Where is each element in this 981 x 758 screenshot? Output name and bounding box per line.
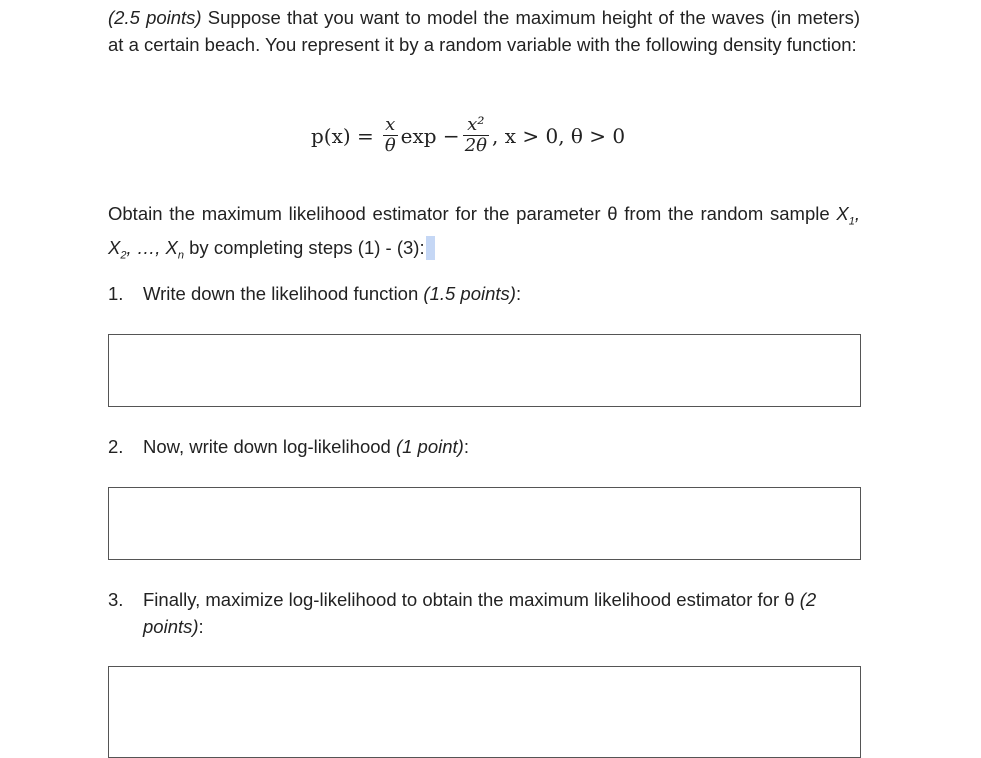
formula-fraction-x2-over-2theta (463, 115, 489, 156)
question-1-suffix: : (515, 283, 522, 304)
frac1-numerator: x (385, 114, 396, 135)
sample-x1-subscript: 1 (848, 215, 855, 228)
question-1 (108, 281, 860, 308)
answer-box-3[interactable] (108, 666, 861, 758)
obtain-paragraph (108, 201, 860, 269)
sample-x2-subscript: 2 (120, 249, 127, 262)
obtain-text-1: Obtain the maximum likelihood estimator for the parameter θ from the random sample (108, 203, 837, 224)
sample-sep1: , (854, 203, 860, 224)
formula-lhs: p(x) = (311, 123, 374, 148)
formula-fraction-x-over-theta (383, 115, 398, 156)
sample-x1: X (836, 203, 849, 224)
sample-xn-subscript: n (177, 249, 184, 262)
frac2-denominator: 2θ (464, 135, 487, 156)
obtain-text-2: by completing steps (1) - (3): (184, 237, 425, 259)
answer-box-1[interactable] (108, 334, 861, 407)
intro-text: Suppose that you want to model the maximum height of the waves (in meters) at a certain beach. You represent it by a random variable with the following density function: (108, 7, 861, 55)
intro-paragraph (108, 5, 860, 58)
question-1-points: (1.5 points) (423, 283, 516, 304)
frac1-denominator: θ (384, 135, 396, 156)
answer-box-2[interactable] (108, 487, 861, 560)
density-formula (311, 115, 625, 156)
question-3-label: Finally, maximize log-likelihood to obtain the maximum likelihood estimator for θ (143, 589, 800, 610)
question-2-suffix: : (463, 436, 469, 457)
question-2 (108, 434, 860, 461)
question-2-points: (1 point) (395, 436, 464, 457)
question-3-points: (2 points) (143, 589, 817, 637)
question-1-text (143, 281, 860, 308)
sample-sep2: , …, (126, 237, 166, 259)
text-selection-cursor (426, 236, 435, 260)
intro-points: (2.5 points) (108, 7, 202, 28)
sample-x2: X (108, 237, 121, 259)
question-3-suffix: : (198, 615, 204, 637)
frac2-numerator: x² (467, 114, 485, 135)
sample-xn: X (165, 237, 178, 259)
formula-conditions: , x > 0, θ > 0 (492, 123, 626, 148)
formula-exp: exp − (400, 123, 460, 148)
question-2-number: 2. (108, 436, 124, 457)
question-1-label: Write down the likelihood function (143, 283, 424, 304)
question-2-label: Now, write down log-likelihood (143, 436, 396, 457)
question-3-number: 3. (108, 589, 124, 610)
question-2-text (143, 434, 860, 461)
question-1-number: 1. (108, 283, 124, 304)
question-3-text (143, 587, 860, 640)
question-3 (108, 587, 860, 640)
